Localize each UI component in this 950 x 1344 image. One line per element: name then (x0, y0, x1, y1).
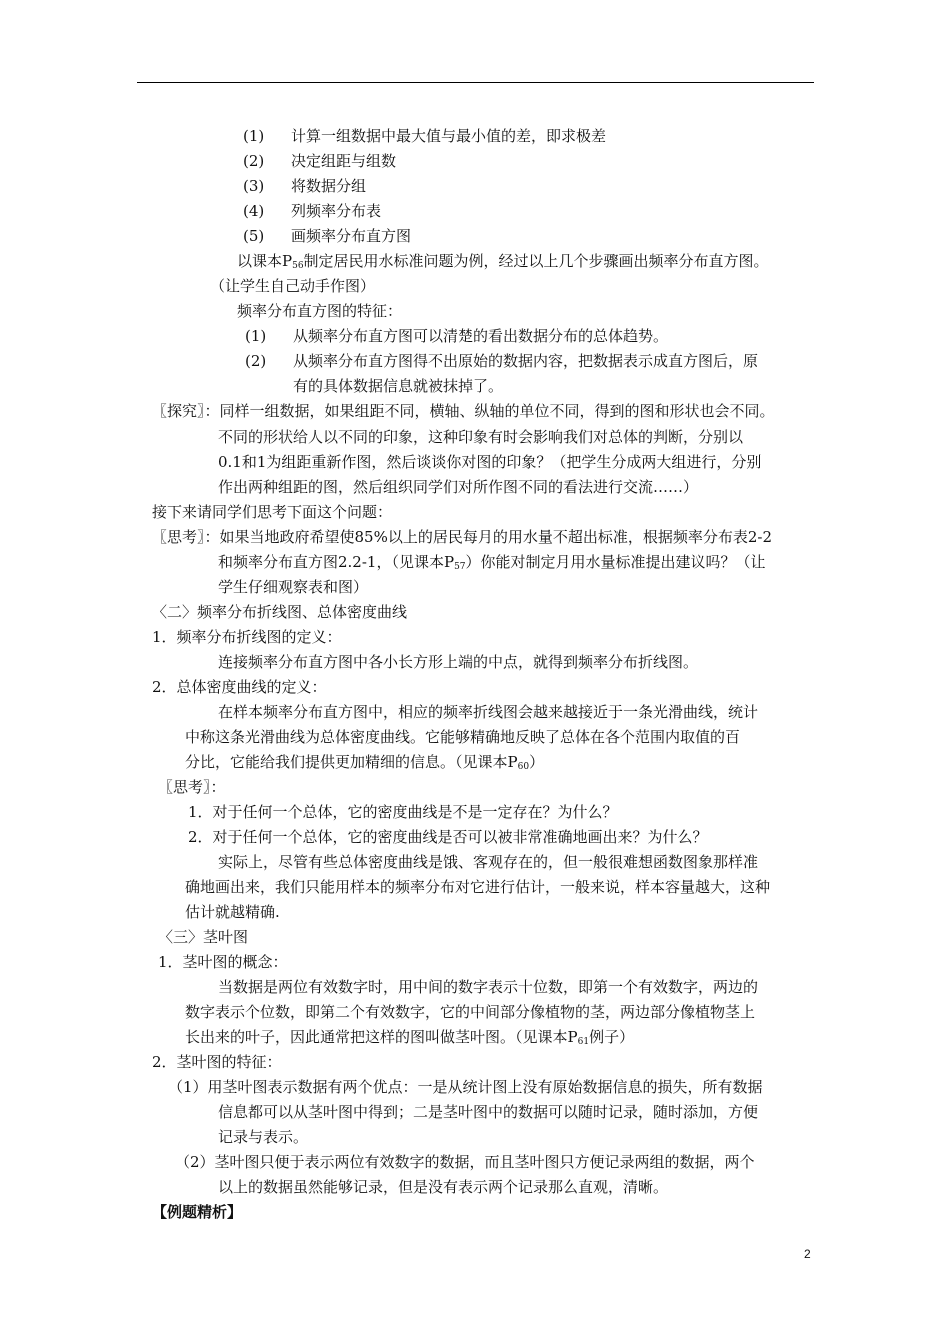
stem-feat1-line-1: （1）用茎叶图表示数据有两个优点：一是从统计图上没有原始数据信息的损失，所有数据 (168, 1078, 763, 1096)
step-text: 决定组距与组数 (291, 152, 397, 170)
step-3 (243, 175, 366, 197)
feature-text: 从频率分布直方图可以清楚的看出数据分布的总体趋势。 (293, 327, 669, 345)
stem-def-subscript: 61 (577, 1037, 590, 1047)
def2-line-3 (185, 751, 544, 778)
stem-feat1-line-3: 记录与表示。 (218, 1128, 309, 1146)
hands-on-note: （让学生自己动手作图） (210, 277, 376, 295)
explore-line-1: 〖探究〗：同样一组数据，如果组距不同，横轴、纵轴的单位不同，得到的图和形状也会不同。 (152, 402, 775, 420)
section-2-title: 〈二〉频率分布折线图、总体密度曲线 (152, 603, 408, 621)
def2-line-3-pre: 分比，它能给我们提供更加精细的信息。（见课本P (185, 753, 518, 771)
think1-line-2-post: ）你能对制定月用水量标准提出建议吗？（让 (465, 553, 766, 571)
section-3-title: 〈三〉茎叶图 (158, 928, 249, 946)
stem-def-line-3-post: 例子） (589, 1028, 635, 1046)
stem-feat2-line-2: 以上的数据虽然能够记录，但是没有表示两个记录那么直观，清晰。 (218, 1178, 669, 1196)
stem-def-line-1: 当数据是两位有效数字时，用中间的数字表示十位数，即第一个有效数字，两边的 (218, 978, 759, 996)
next-question: 接下来请同学们思考下面这个问题： (152, 503, 393, 521)
stem-def-title: 1．茎叶图的概念： (158, 953, 288, 971)
stem-def-line-2: 数字表示个位数，即第二个有效数字，它的中间部分像植物的茎，两边部分像植物茎上 (185, 1003, 756, 1021)
stem-def-line-3-pre: 长出来的叶子，因此通常把这样的图叫做茎叶图。（见课本P (185, 1028, 578, 1046)
step-4 (243, 200, 381, 222)
think1-line-3: 学生仔细观察表和图） (218, 578, 369, 596)
step-number: (4) (243, 202, 265, 220)
def1-text: 连接频率分布直方图中各小长方形上端的中点，就得到频率分布折线图。 (218, 653, 699, 671)
feature-number: (2) (245, 352, 267, 370)
think2-answer-line-1: 实际上，尽管有些总体密度曲线是饿、客观存在的，但一般很难想函数图象那样准 (218, 853, 759, 871)
step-text: 将数据分组 (291, 177, 367, 195)
def2-line-3-post: ） (529, 753, 545, 771)
example-subscript: 56 (292, 261, 304, 271)
think1-line-2 (218, 551, 766, 578)
step-text: 画频率分布直方图 (291, 227, 412, 245)
examples-title: 【例题精析】 (152, 1203, 243, 1221)
think2-question-1: 1．对于任何一个总体，它的密度曲线是不是一定存在？为什么？ (188, 803, 618, 821)
example-line (237, 250, 769, 277)
step-number: (2) (243, 152, 265, 170)
explore-line-2: 不同的形状给人以不同的印象，这种印象有时会影响我们对总体的判断，分别以 (218, 428, 744, 446)
think2-title: 〖思考〗： (158, 778, 226, 796)
stem-feat1-line-2: 信息都可以从茎叶图中得到；二是茎叶图中的数据可以随时记录，随时添加，方便 (218, 1103, 759, 1121)
features-title: 频率分布直方图的特征： (237, 302, 403, 320)
think1-subscript: 57 (454, 562, 466, 572)
think1-line-2-pre: 和频率分布直方图2.2-1，（见课本P (218, 553, 455, 571)
explore-line-4: 作出两种组距的图，然后组织同学们对所作图不同的看法进行交流……） (218, 478, 699, 496)
def1-title: 1．频率分布折线图的定义： (152, 628, 342, 646)
step-number: (1) (243, 127, 265, 145)
step-text: 计算一组数据中最大值与最小值的差，即求极差 (291, 127, 607, 145)
def2-line-2: 中称这条光滑曲线为总体密度曲线。它能够精确地反映了总体在各个范围内取值的百 (185, 728, 741, 746)
think2-answer-line-3: 估计就越精确. (185, 903, 280, 921)
step-number: (3) (243, 177, 265, 195)
explore-line-3: 0.1和1为组距重新作图，然后谈谈你对图的印象？（把学生分成两大组进行，分别 (218, 453, 762, 471)
feature-1 (245, 325, 668, 347)
step-2 (243, 150, 396, 172)
feature-2-continued: 有的具体数据信息就被抹掉了。 (293, 377, 504, 395)
feature-2 (245, 350, 758, 372)
step-number: (5) (243, 227, 265, 245)
def2-line-1: 在样本频率分布直方图中，相应的频率折线图会越来越接近于一条光滑曲线，统计 (218, 703, 759, 721)
stem-feat2-line-1: （2）茎叶图只便于表示两位有效数字的数据，而且茎叶图只方便记录两组的数据，两个 (175, 1153, 755, 1171)
feature-number: (1) (245, 327, 267, 345)
page-number: 2 (804, 1247, 811, 1261)
example-post: 制定居民用水标准问题为例，经过以上几个步骤画出频率分布直方图。 (303, 252, 769, 270)
feature-text: 从频率分布直方图得不出原始的数据内容，把数据表示成直方图后，原 (293, 352, 759, 370)
think2-question-2: 2．对于任何一个总体，它的密度曲线是否可以被非常准确地画出来？为什么？ (188, 828, 708, 846)
stem-feat-title: 2．茎叶图的特征： (152, 1053, 282, 1071)
think2-answer-line-2: 确地画出来，我们只能用样本的频率分布对它进行估计，一般来说，样本容量越大，这种 (185, 878, 771, 896)
think1-line-1: 〖思考〗：如果当地政府希望使85%以上的居民每月的用水量不超出标准，根据频率分布表2-2 (152, 528, 772, 546)
stem-def-line-3 (185, 1026, 634, 1053)
example-pre: 以课本P (237, 252, 293, 270)
def2-subscript: 60 (517, 762, 530, 772)
step-1 (243, 125, 606, 147)
step-5 (243, 225, 411, 247)
step-text: 列频率分布表 (291, 202, 382, 220)
header-rule (137, 82, 814, 83)
def2-title: 2．总体密度曲线的定义： (152, 678, 327, 696)
